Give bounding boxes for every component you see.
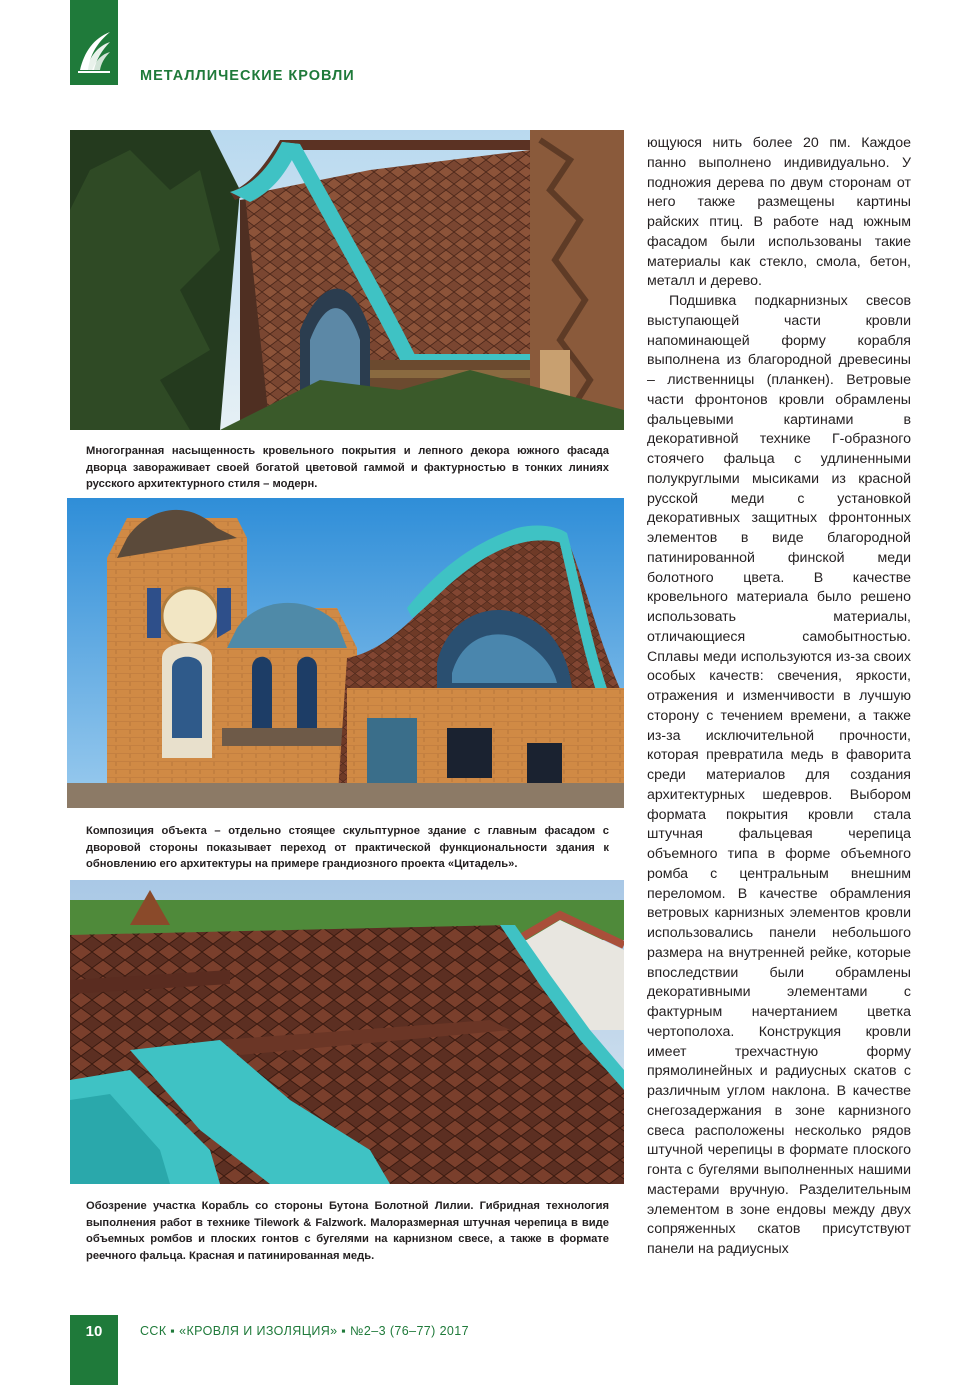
photo-caption: Обозрение участка Корабль со стороны Бутона Болотной Лилии. Гибридная технология выполнения работ в технике Tilework & Falzwork. Малоразмерная штучная черепица в виде объемных ромбов и плоских гонтов с бугелями на карнизном свесе, а также в формате реечного фальца. Красная и патинированная медь.: [86, 1200, 609, 1262]
publication-info: ССК ▪ «КРОВЛЯ И ИЗОЛЯЦИЯ» ▪ №2–3 (76–77) 2017: [140, 1324, 469, 1338]
photo-citadel-facade: [67, 498, 624, 808]
article-body: [647, 134, 911, 1264]
footer-green-bar: [70, 1315, 118, 1385]
photo-south-facade: [70, 130, 624, 430]
header-green-bar: [70, 0, 118, 85]
photo-caption: Композиция объекта – отдельно стоящее скульптурное здание с главным фасадом с дворовой стороны показывает переход от практической функциональности здания к обновлению его архитектуры на примере грандиозного проекта «Цитадель».: [86, 825, 609, 870]
page-number: 10: [85, 1323, 103, 1340]
photo-roof-overview: [70, 880, 624, 1184]
article-paragraph: ющуюся нить более 20 пм. Каждое панно выполнено индивидуально. У подножия дерева по двум сторонам от него также размещены картины райских птиц. В работе над южным фасадом были использованы такие материалы как стекло, смола, бетон, металл и дерево.: [647, 135, 911, 290]
section-title: МЕТАЛЛИЧЕСКИЕ КРОВЛИ: [140, 68, 355, 84]
ssk-leaf-logo-icon: [74, 26, 114, 76]
article-paragraph: Подшивка подкарнизных свесов выступающей части кровли напоминающей форму корабля выполнена из благородной древесины – лиственницы (планкен). Ветровые части фронтонов кровли обрамлены фальцевыми картинами в декоративной технике Г-образного стоячего фальца с удлиненными полукруглыми мысиками из красной русской меди с установкой декоративных защитных фронтонных элементов в виде благородной патинированной финской меди болотного цвета. В качестве кровельного материала было решено использовать материалы, отличающиеся самобытностью. Сплавы меди используются из-за своих особых качеств: свечения, яркости, отражения и изменчивости в лучшую сторону с течением времени, а также из-за исключительной прочности, которая превратила медь в фаворита среди материалов для создания архитектурных шедевров. Выбором формата покрытия кровли стала штучная фальцевая черепица объемного типа в форме объемного ромба с центральным внешним переломом. В качестве обрамления ветровых карнизных элементов кровли использовались панели небольшого размера на внутренней рейке, которые впоследствии были обрамлены декоративными элементами с фактурным начертанием цветка чертополоха. Конструкция кровли имеет трехчастную форму прямолинейных и радиусных скатов с различным углом наклона. В качестве снегозадержания в зоне карнизного свеса расположены несколько рядов штучной черепицы в формате плоского гонта с бугелями выполненных нашими мастерами вручную. Разделительным элементом в зоне ендовы между двух сопряженных скатов присутствуют панели на радиусных: [647, 293, 911, 1257]
photo-caption: Многогранная насыщенность кровельного покрытия и лепного декора южного фасада дворца завораживает своей богатой цветовой гаммой и фактурностью в тонких линиях русского архитектурного стиля – модерн.: [86, 445, 609, 490]
